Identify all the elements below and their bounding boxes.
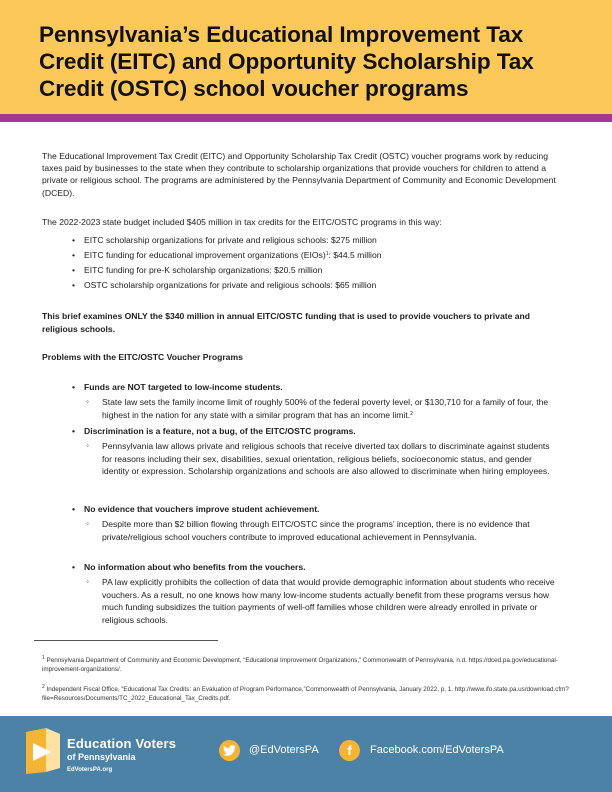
budget-item-text: EITC funding for educational improvement organizations (EIOs) [84,250,326,260]
footnote [42,656,582,674]
budget-item-text: EITC scholarship organizations for private and religious schools: $275 million [84,235,377,245]
footer-bar [0,716,612,792]
problem-detail: ◦ PA law explicitly prohibits the collection of data that would provide demographic information about students who receive vouchers. As a result, no one knows how many low-income students actually benefit from these programs versus how much funding subsidizes the tuition payments of well-off families whose children were already enrolled in private or religious schools. [72,576,560,626]
problem-title: • Discrimination is a feature, not a bug, of the EITC/OSTC programs. [72,425,560,437]
twitter-bird-glyph [223,745,236,756]
budget-item-text: EITC funding for pre-K scholarship organizations: $20.5 million [84,265,323,275]
problem-item [72,425,560,478]
problem-title: • No evidence that vouchers improve student achievement. [72,503,560,515]
logo-title: Education Voters [67,736,177,751]
footnote-text[interactable]: Independent Fiscal Office, “Educational Tax Credits: an Evaluation of Program Performance,”Commonwealth of Pennsylvania, January 2022, p, 1. http://www.ifo.state.pa.us/download.cfm?file=Resources/Documents/TC_2022_Educational_Tax_Credits.pdf. [42,686,569,702]
problem-title: • No information about who benefits from the vouchers. [72,561,560,573]
education-voters-logo-icon [24,726,62,776]
problem-title: • Funds are NOT targeted to low-income students. [72,381,560,393]
intro-paragraph: The Educational Improvement Tax Credit (EITC) and Opportunity Scholarship Tax Credit (OSTC) voucher programs work by reducing taxes paid by businesses to the state when they contribute to scholarship organizations that provide vouchers for children to attend a private or religious school. The programs are administered by the Pennsylvania Department of Community and Economic Development (DCED). [42,151,556,198]
facebook-icon[interactable]: f [339,740,360,761]
problems-heading: Problems with the EITC/OSTC Voucher Programs [42,352,243,362]
problem-detail: ◦ Despite more than $2 billion flowing through EITC/OSTC since the programs’ inception, there is no evidence that private/religious school vouchers contribute to improved educational achievement in Pennsylvania. [72,518,560,543]
problem-detail-text: State law sets the family income limit of roughly 500% of the federal poverty level, or $130,710 for a family of four, the highest in the nation for any state with a similar program that has an income limit. [102,397,549,420]
page-title: Pennsylvania’s Educational Improvement Tax Credit (EITC) and Opportunity Scholarship Tax Credit (OSTC) school voucher programs [39,22,534,101]
budget-item [72,279,382,294]
budget-item-text-cont: : $44.5 million [328,250,382,260]
budget-intro-paragraph: The 2022-2023 state budget included $405 million in tax credits for the EITC/OSTC programs in this way: [42,217,442,227]
facebook-url[interactable]: Facebook.com/EdVotersPA [370,744,504,756]
problem-item [72,561,560,626]
scope-statement: This brief examines ONLY the $340 million in annual EITC/OSTC funding that is used to provide vouchers to private and religious schools. [42,311,531,334]
problem-item [72,503,560,543]
budget-item-text: OSTC scholarship organizations for private and religious schools: $65 million [84,280,377,290]
problem-item [72,381,560,421]
budget-item [72,249,382,264]
budget-item [72,264,382,279]
footnote-ref[interactable]: 2 [410,410,413,417]
logo-url[interactable]: EdVotersPA.org [67,767,113,773]
twitter-icon[interactable] [219,740,240,761]
footnote-divider [34,640,218,641]
footnote-ref[interactable]: 1 [325,251,329,257]
budget-list [72,234,382,294]
problem-detail [72,396,560,421]
footnote-number: 1 [42,655,45,661]
logo-subtitle: of Pennsylvania [67,752,136,762]
footnote-number: 2 [42,684,45,690]
budget-item [72,234,382,249]
footnote [42,685,582,703]
footnote-text[interactable]: Pennsylvania Department of Community and Economic Development, “Educational Improvement Organizations,” Commonwealth of Pennsylvania, n.d. https://dced.pa.gov/educational-improvement-organizations/. [42,657,558,673]
problem-detail: ◦ Pennsylvania law allows private and religious schools that receive diverted tax dollars to discriminate against students for reasons including their sex, disabilities, sexual orientation, religious beliefs, socioeconomic status, and gender identity or expression. Scholarship organizations and schools are also allowed to discriminate when hiring employees. [72,440,560,478]
twitter-handle[interactable]: @EdVotersPA [249,744,319,756]
header-banner [0,0,612,122]
